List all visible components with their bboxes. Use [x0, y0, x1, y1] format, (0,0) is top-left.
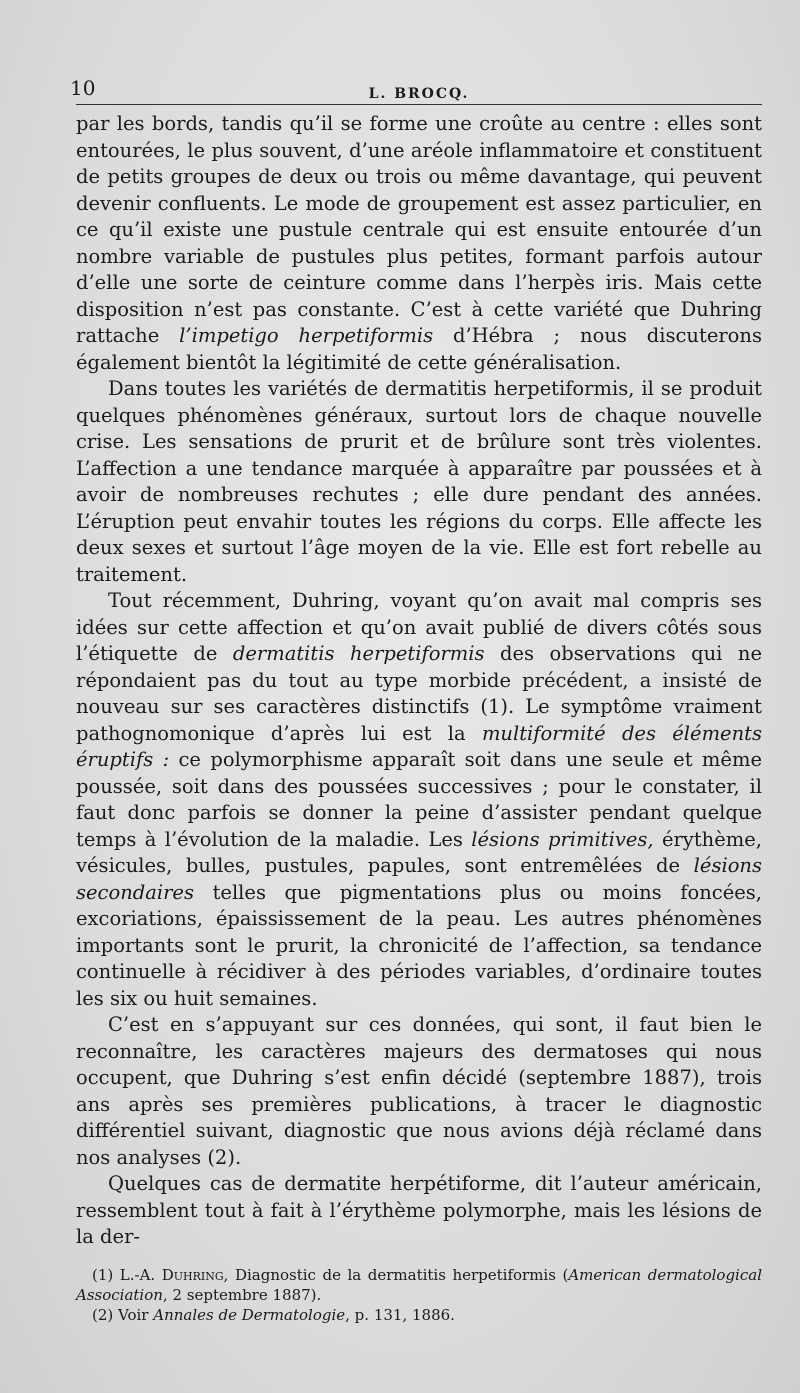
italic-text-run: l’impetigo herpetiformis	[179, 324, 434, 347]
text-run: C’est en s’appuyant sur ces données, qui sont, il faut bien le reconnaître, les caractères majeurs des dermatoses qui nous occupent, que Duhring s’est enfin décidé (septembre 1887), trois ans après ses premières publications, à tracer le diagnostic différentiel suivant, diagnostic que nous avions déjà réclamé dans nos analyses (2).	[76, 1013, 762, 1169]
paragraph-p5	[76, 1171, 762, 1251]
text-run: Tout récemment, Duhring, voyant qu’on avait mal compris ses idées sur cette affection et qu’on avait publié de divers côtés sous l’étiquette de	[76, 589, 762, 665]
footnote-fn1	[76, 1265, 762, 1305]
text-run: Dans toutes les variétés de dermatitis herpetiformis, il se produit quelques phénomènes généraux, surtout lors de chaque nouvelle crise. Les sensations de prurit et de brûlure sont très violentes. L’affection a une tendance marquée à apparaître par poussées et à avoir de nombreuses rechutes ; elle dure pendant des années. L’éruption peut envahir toutes les régions du corps. Elle affecte les deux sexes et surtout l’âge moyen de la vie. Elle est fort rebelle au traitement.	[76, 377, 762, 586]
text-run: des observations qui ne répondaient pas du tout au type morbide précédent, a insisté de nouveau sur ses caractères distinctifs (1). Le symptôme vraiment pathognomonique d’après lui est la	[76, 642, 762, 745]
text-run: , 2 septembre 1887).	[162, 1285, 322, 1304]
text-run: ce polymorphisme apparaît soit dans une seule et même poussée, soit dans des poussées successives ; pour le constater, il faut donc parfois se donner la peine d’assister pendant quelque temps à l’évolution de la maladie. Les	[76, 748, 762, 851]
footnotes	[76, 1265, 762, 1325]
paragraph-p1	[76, 111, 762, 376]
text-run: (2) Voir	[92, 1305, 154, 1324]
running-head: L. BROCQ.	[368, 86, 470, 102]
italic-text-run: multiformité des éléments éruptifs :	[76, 721, 763, 771]
italic-text-run: lésions secondaires	[76, 854, 762, 904]
italic-text-run: Annales de Dermatologie	[153, 1305, 346, 1324]
paragraph-p2	[76, 376, 762, 588]
paragraph-p4	[76, 1012, 762, 1171]
footnote-fn2	[76, 1305, 762, 1325]
text-run: (1) L.-A.	[92, 1265, 162, 1284]
page-header	[70, 70, 762, 105]
text-run: érythème, vésicules, bulles, pustules, papules, sont entremêlées de	[76, 827, 762, 877]
italic-text-run: lésions primitives,	[471, 827, 654, 851]
text-run: , p. 131, 1886.	[345, 1305, 455, 1324]
text-run: Quelques cas de dermatite herpétiforme, dit l’auteur américain, ressemblent tout à fait à l’érythème polymorphe, mais les lésions de la der-	[76, 1172, 762, 1248]
paragraph-p3	[76, 588, 762, 1012]
page-number: 10	[70, 76, 96, 100]
text-run: telles que pigmentations plus ou moins foncées, excoriations, épaississement de la peau. Les autres phénomènes importants sont le prurit, la chronicité de l’affection, sa tendance continuelle à récidiver à des périodes variables, d’ordinaire toutes les six ou huit semaines.	[76, 880, 762, 1010]
small-caps-text-run: Duhring	[161, 1265, 224, 1284]
text-run: , Diagnostic de la dermatitis herpetiformis (	[223, 1265, 569, 1284]
italic-text-run: American dermatological Association	[76, 1265, 762, 1304]
text-run: par les bords, tandis qu’il se forme une croûte au centre : elles sont entourées, le plus souvent, d’une aréole inflammatoire et constituent de petits groupes de deux ou trois ou même davantage, qui peuvent devenir confluents. Le mode de groupement est assez particulier, en ce qu’il existe une pustule centrale qui est ensuite entourée d’un nombre variable de pustules plus petites, formant parfois autour d’elle une sorte de ceinture comme dans l’herpès iris. Mais cette disposition n’est pas constante. C’est à cette variété que Duhring rattache	[76, 112, 762, 347]
text-run: d’Hébra ; nous discuterons également bientôt la légitimité de cette généralisation.	[76, 324, 762, 374]
body-text	[76, 111, 762, 1251]
italic-text-run: dermatitis herpetiformis	[232, 642, 485, 665]
